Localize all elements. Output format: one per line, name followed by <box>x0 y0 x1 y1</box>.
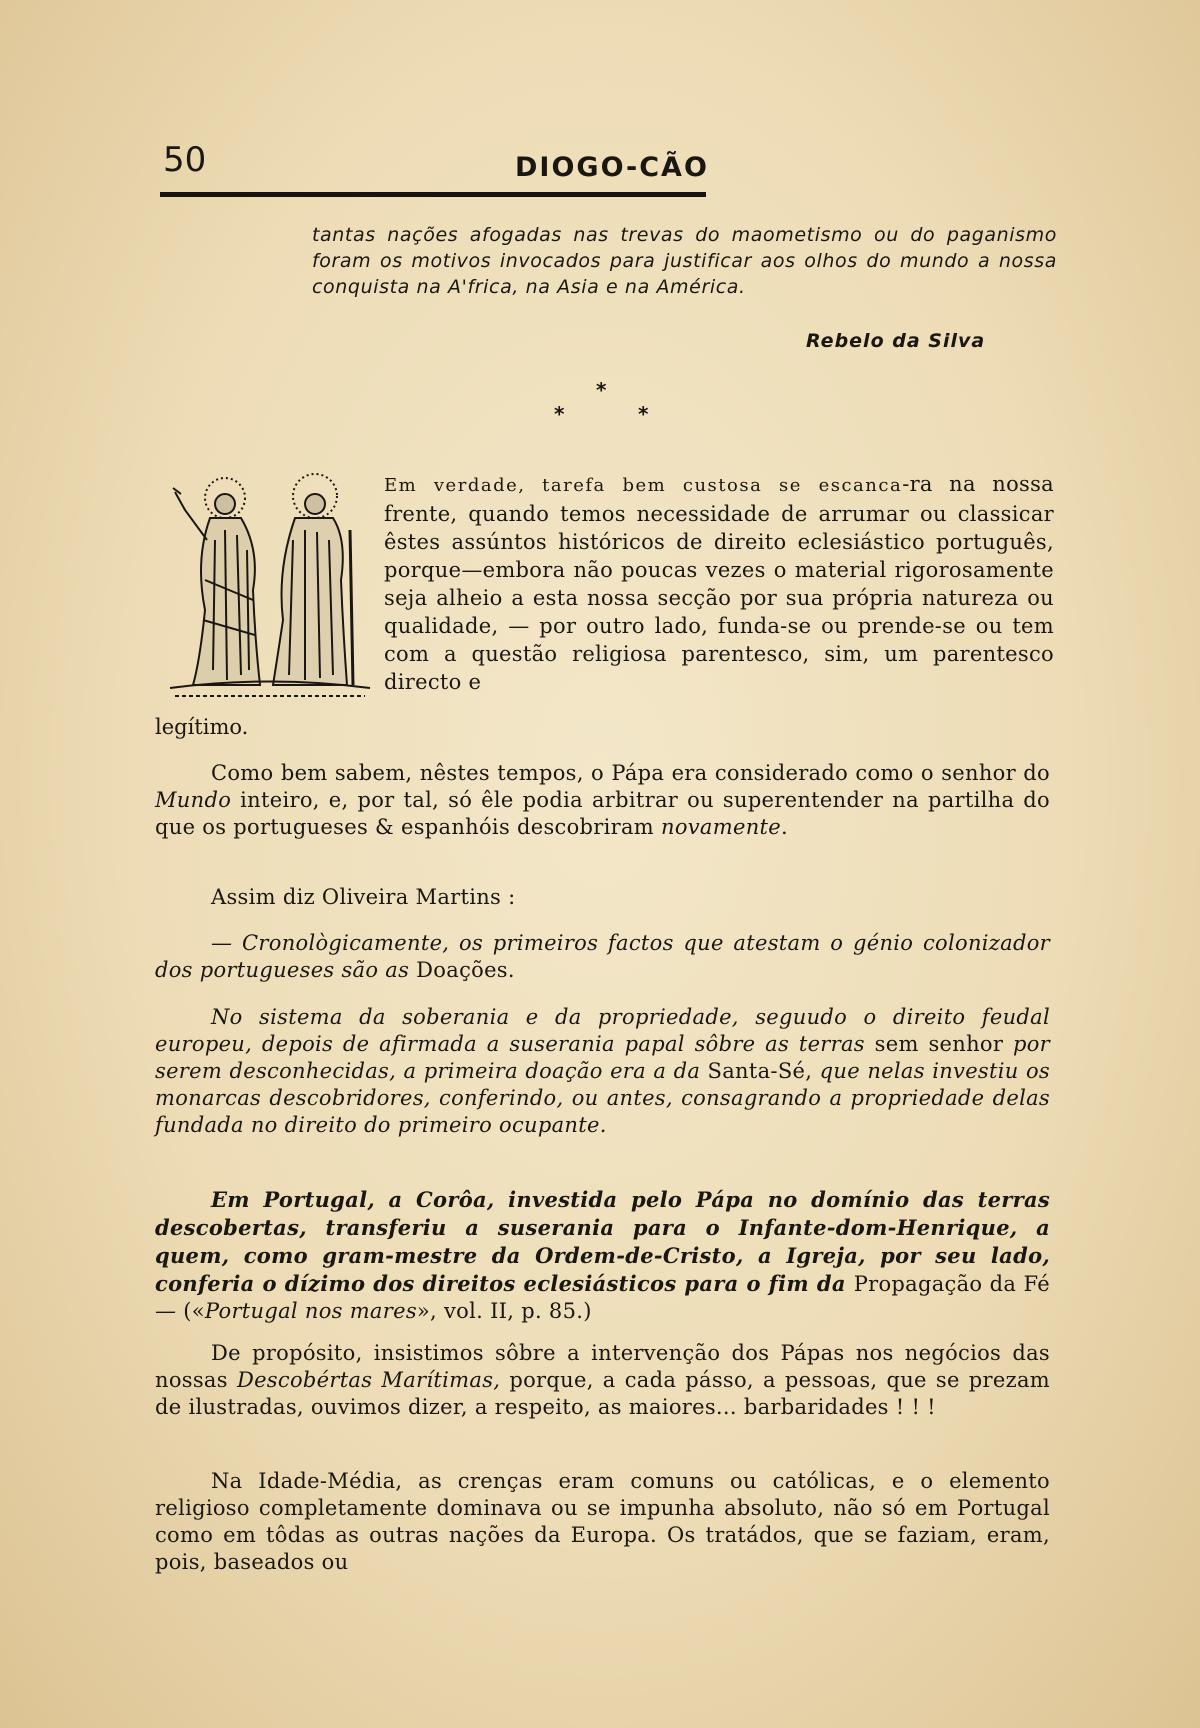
opening-smallcaps: Em verdade, tarefa bem custosa se escanca <box>384 475 903 496</box>
q2-c: por serem desconhecidas, a primeira doação era a da <box>155 1032 1051 1083</box>
opening-paragraph-tail: legítimo. <box>155 715 249 739</box>
p2-mundo: Mundo <box>155 788 232 812</box>
q1-upright: Doações. <box>416 958 515 982</box>
p2-part-c: . <box>780 815 788 839</box>
p5-text: Na Idade-Média, as crenças eram comuns ou católicas, e o elemento religioso completamente dominava ou se impunha absoluto, não só em Portugal como em tôdas as outras nações da Europa. Os tratádos, que se faziam, eram, pois, baseados ou <box>155 1469 1050 1574</box>
paragraph-oliveira <box>155 884 1050 911</box>
p2-novamente: novamente <box>661 815 781 839</box>
paragraph-idade-media <box>155 1468 1050 1576</box>
q2-e: que nelas investiu os monarcas descobridores, conferindo, ou antes, consagrando a propriedade delas fundada no direito do primeiro ocupante. <box>155 1059 1051 1137</box>
q3-end: », vol. II, p. 85.) <box>416 1299 592 1323</box>
q3-italic: Em Portugal, a Corôa, investida pelo Pápa no domínio das terras descobertas, transferiu a suserania para o Infante-dom-Henrique, a quem, como gram-mestre da Ordem-de-Cristo, a Igreja, por seu lado, conferia o dízimo dos direitos eclesiásticos para o fim da <box>155 1187 1050 1296</box>
paragraph-proposito <box>155 1340 1050 1421</box>
p4-a: De propósito, insistimos sôbre a intervenção dos Pápas nos negócios das nossas <box>155 1341 1050 1392</box>
quote-sistema <box>155 1004 1050 1139</box>
p2-part-a: Como bem sabem, nêstes tempos, o Pápa era considerado como o senhor do <box>211 761 1050 785</box>
p3-text: Assim diz Oliveira Martins : <box>211 885 516 909</box>
epigraph-quote: tantas nações afogadas nas trevas do maometismo ou do paganismo foram os motivos invocados para justificar aos olhos do mundo a nossa conquista na A'frica, na Asia e na América. <box>312 224 1057 298</box>
page-number: 50 <box>163 140 207 180</box>
asterisk-left: * <box>554 402 565 426</box>
p4-b: porque, a cada pásso, a pessoas, que se prezam de ilustradas, ouvimos dizer, a respeito, as maiores... barbaridades ! ! ! <box>155 1368 1051 1419</box>
two-saints-engraving-icon <box>165 470 377 702</box>
q2-b: sem senhor <box>874 1032 1004 1056</box>
q3-cite: Portugal nos mares <box>204 1299 417 1323</box>
header-rule <box>160 192 706 197</box>
quote-cronologicamente <box>155 930 1050 984</box>
epigraph-author: Rebelo da Silva <box>806 330 986 352</box>
p4-italic: Descobértas Marítimas, <box>236 1368 501 1392</box>
paragraph-papa <box>155 760 1050 841</box>
quote-portugal <box>155 1186 1050 1325</box>
asterisk-top: * <box>596 378 607 402</box>
opening-paragraph <box>384 470 1054 696</box>
running-title: DIOGO-CÃO <box>515 152 709 183</box>
p2-part-b: inteiro, e, por tal, só êle podia arbitrar ou superentender na partilha do que os portugueses & espanhóis descobriram <box>155 788 1050 839</box>
q2-d: Santa-Sé, <box>707 1059 813 1083</box>
q1-italic: — Cronològicamente, os primeiros factos que atestam o génio colonizador dos portugueses são as <box>155 931 1050 982</box>
opening-text: -ra na nossa frente, quando temos necessidade de arrumar ou classicar êstes assúntos históricos de direito eclesiástico português, porque—embora não poucas vezes o material rigorosamente seja alheio a esta nossa secção por sua própria natureza ou qualidade, — por outro lado, funda-se ou prende-se ou tem com a questão religiosa parentesco, sim, um parentesco directo e <box>384 472 1054 694</box>
asterism-separator <box>550 378 654 428</box>
asterisk-right: * <box>638 402 649 426</box>
q2-a: No sistema da soberania e da propriedade, seguudo o direito feudal europeu, depois de afirmada a suserania papal sôbre as terras <box>155 1005 1050 1056</box>
q3-upright: Propagação da Fé — (« <box>155 1272 1051 1323</box>
